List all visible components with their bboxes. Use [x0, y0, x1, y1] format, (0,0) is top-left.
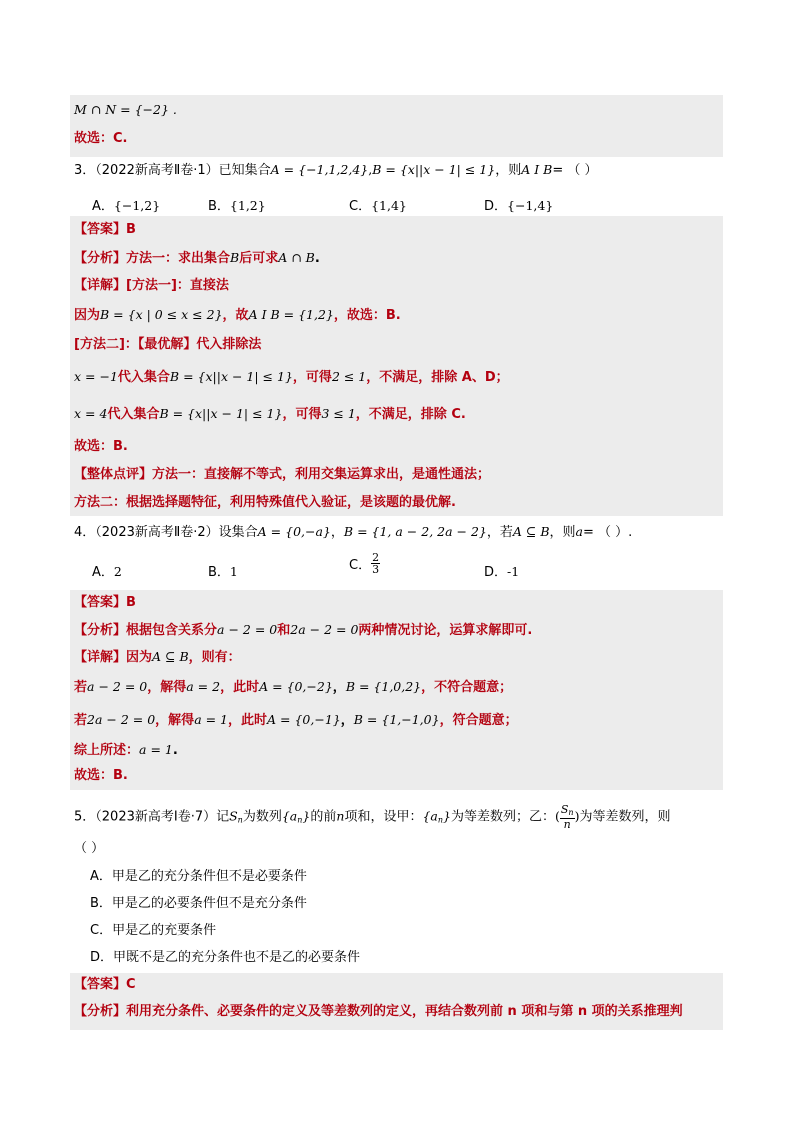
q4-summary: 综上所述：a = 1. [74, 742, 178, 758]
q4-option-a: A．2 [92, 564, 122, 580]
q3-option-c: C．{1,4} [349, 198, 407, 214]
q3-choose: 故选：B. [74, 439, 128, 454]
q3-option-a: A．{−1,2} [92, 198, 161, 214]
set-b: B = {x||x − 1| ≤ 1} [372, 162, 496, 177]
q3-because: 因为B = {x | 0 ≤ x ≤ 2}，故A I B = {1,2}，故选：B. [74, 307, 401, 323]
question-5-stem: 5．（2023新高考Ⅰ卷·7）记$S_n$为数列$\{a_n\}$的前n项和，设甲：$\{a_n\}$为等差数列；乙：( $\frac{S_n}{n}$)为等差数列，则 [74, 803, 671, 831]
q3-answer: 【答案】B [74, 222, 136, 237]
q4-choose: 故选：B. [74, 768, 128, 783]
q3-option-d: D．{−1,4} [484, 198, 554, 214]
q5-option-d: D．甲既不是乙的充分条件也不是乙的必要条件 [90, 950, 361, 965]
q4-case2: 若2a − 2 = 0，解得a = 1，此时A = {0,−1}，B = {1,−1,0}，符合题意； [74, 712, 518, 728]
prev-solution-line [74, 101, 177, 120]
q4-analysis: 【分析】根据包含关系分a − 2 = 0和2a − 2 = 0两种情况讨论，运算求解即可. [74, 622, 533, 638]
q5-answer: 【答案】C [74, 977, 136, 992]
question-3-stem: 3．（2022新高考Ⅱ卷·1）已知集合A = {−1,1,2,4},B = {x||x − 1| ≤ 1}，则A I B= （ ） [74, 162, 598, 178]
q3-method2: [方法二]：【最优解】代入排除法 [74, 337, 262, 352]
q3-review: 【整体点评】方法一：直接解不等式，利用交集运算求出，是通性通法； [74, 467, 491, 482]
q5-analysis: 【分析】利用充分条件、必要条件的定义及等差数列的定义，再结合数列前 n 项和与第 n 项的关系推理判 [74, 1004, 683, 1019]
q5-option-b: B．甲是乙的必要条件但不是充分条件 [90, 896, 307, 911]
q3-review-2: 方法二：根据选择题特征，利用特殊值代入验证，是该题的最优解. [74, 495, 456, 510]
prev-choose-line: 故选：C. [74, 131, 128, 146]
q3-option-b: B．{1,2} [208, 198, 266, 214]
q4-option-c: C． $\frac{2}{3}$ [349, 551, 380, 576]
set-a: A = {−1,1,2,4} [270, 162, 369, 177]
q4-answer: 【答案】B [74, 595, 136, 610]
q3-sub2: x = 4代入集合B = {x||x − 1| ≤ 1}，可得3 ≤ 1，不满足，排除 C. [74, 406, 466, 422]
question-4-stem: 4．（2023新高考Ⅱ卷·2）设集合A = {0,−a}，B = {1, a − 2, 2a − 2}，若A ⊆ B，则a= （ ）. [74, 524, 633, 540]
q5-option-a: A．甲是乙的充分条件但不是必要条件 [90, 869, 307, 884]
q4-option-b: B．1 [208, 564, 238, 580]
solution-block-q5 [70, 973, 723, 1030]
q4-detail: 【详解】因为A ⊆ B，则有： [74, 649, 241, 665]
math-expr: M ∩ N = {−2} . [74, 102, 177, 117]
q4-case1: 若a − 2 = 0，解得a = 2，此时A = {0,−2}，B = {1,0,2}，不符合题意； [74, 679, 513, 695]
q5-option-c: C．甲是乙的充要条件 [90, 923, 217, 938]
q5-paren: （ ） [74, 841, 105, 856]
q3-analysis: 【分析】方法一：求出集合B后可求A ∩ B. [74, 250, 320, 266]
q3-detail: 【详解】[方法一]：直接法 [74, 278, 229, 293]
q4-option-d: D．-1 [484, 564, 520, 580]
q3-sub1: x = −1代入集合B = {x||x − 1| ≤ 1}，可得2 ≤ 1，不满足，排除 A、D； [74, 369, 509, 385]
